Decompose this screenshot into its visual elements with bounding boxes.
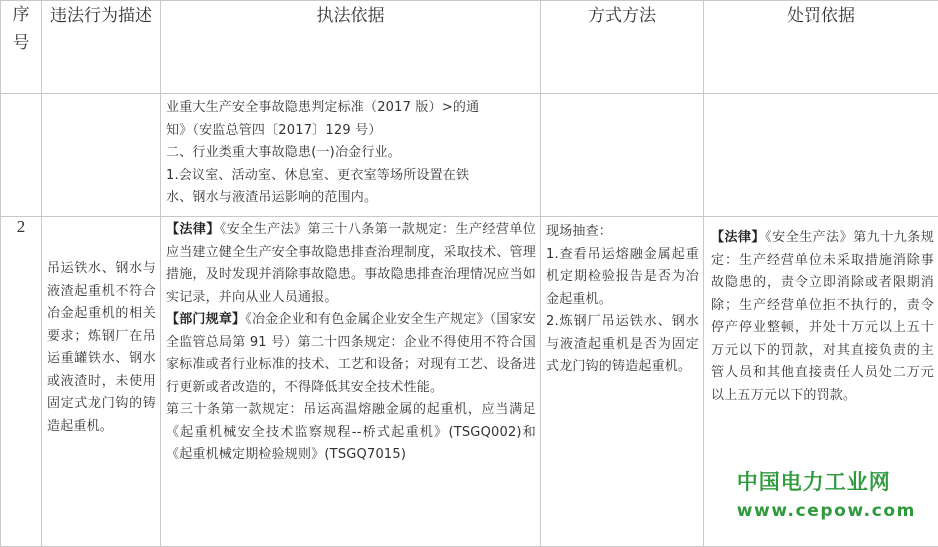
- site-watermark: [737, 469, 916, 523]
- legal-basis-cell: [161, 217, 541, 547]
- cont-legal-line: 业重大生产安全事故隐患判定标准（2017 版）>的通: [166, 97, 536, 120]
- header-row: [1, 1, 938, 94]
- header-seq: [1, 1, 42, 94]
- penalty-tag: 【法律】: [711, 230, 765, 245]
- header-legal-basis: 执法依据: [161, 1, 541, 94]
- cont-legal-cell: [161, 94, 541, 217]
- method-text: 现场抽查： 1.查看吊运熔融金属起重机定期检验报告是否为冶金起重机。 2.炼钢厂吊运铁水、钢水与液渣起重机是否为固定式龙门钩的铸造起重机。: [541, 217, 703, 379]
- rule-tag: 【部门规章】: [166, 312, 245, 327]
- header-seq-top: 序: [1, 1, 41, 29]
- cont-violation-cell: [42, 94, 161, 217]
- cont-penalty-cell: [704, 94, 938, 217]
- header-penalty-basis: 处罚依据: [704, 1, 938, 94]
- legal-rule-paragraph: [166, 309, 536, 399]
- method-cell: [541, 217, 704, 547]
- rule-text: 《冶金企业和有色金属企业安全生产规定》（国家安全监管总局第 91 号）第二十四条规定：企业不得使用不符合国家标准或者行业标准的技术、工艺和设备；对现有工艺、设备进行更新或者改造的，不得降低其安全技术性能。: [166, 312, 536, 395]
- cont-method-cell: [541, 94, 704, 217]
- violation-text: 吊运铁水、钢水与液渣起重机不符合冶金起重机的相关要求；炼钢厂在吊运重罐铁水、钢水或液渣时，未使用固定式龙门钩的铸造起重机。: [42, 217, 160, 438]
- legal-rule-paragraph-2: 第三十条第一款规定：吊运高温熔融金属的起重机，应当满足《起重机械安全技术监察规程--桥式起重机》(TSGQ002)和《起重机械定期检验规则》(TSGQ7015): [166, 399, 536, 467]
- watermark-url: www.cepow.com: [737, 499, 916, 523]
- table-row-continued: [1, 94, 938, 217]
- cont-seq-cell: [1, 94, 42, 217]
- legal-law-paragraph: [166, 219, 536, 309]
- penalty-paragraph: [711, 227, 934, 407]
- law-tag: 【法律】: [166, 222, 220, 237]
- row-seq-number: 2: [1, 217, 42, 547]
- header-method: 方式方法: [541, 1, 704, 94]
- penalty-text: 《安全生产法》第九十九条规定：生产经营单位未采取措施消除事故隐患的，责令立即消除或者限期消除；生产经营单位拒不执行的，责令停产停业整顿，并处十万元以上五十万元以下的罚款，对其直接负责的主管人员和其他直接责任人员处二万元以上五万元以下的罚款。: [711, 230, 934, 403]
- header-violation: 违法行为描述: [42, 1, 161, 94]
- violation-cell: [42, 217, 161, 547]
- cont-legal-line: 水、钢水与液渣吊运影响的范围内。: [166, 187, 536, 210]
- cont-legal-line: 1.会议室、活动室、休息室、更衣室等场所设置在铁: [166, 165, 536, 188]
- cont-legal-line: 知》（安监总管四〔2017〕129 号）: [166, 120, 536, 143]
- watermark-name: 中国电力工业网: [737, 469, 916, 495]
- header-seq-bottom: 号: [1, 29, 41, 57]
- cont-legal-line: 二、行业类重大事故隐患(一)冶金行业。: [166, 142, 536, 165]
- law-text: 《安全生产法》第三十八条第一款规定：生产经营单位应当建立健全生产安全事故隐患排查治理制度，采取技术、管理措施，及时发现并消除事故隐患。事故隐患排查治理情况应当如实记录，并向从业人员通报。: [166, 222, 536, 305]
